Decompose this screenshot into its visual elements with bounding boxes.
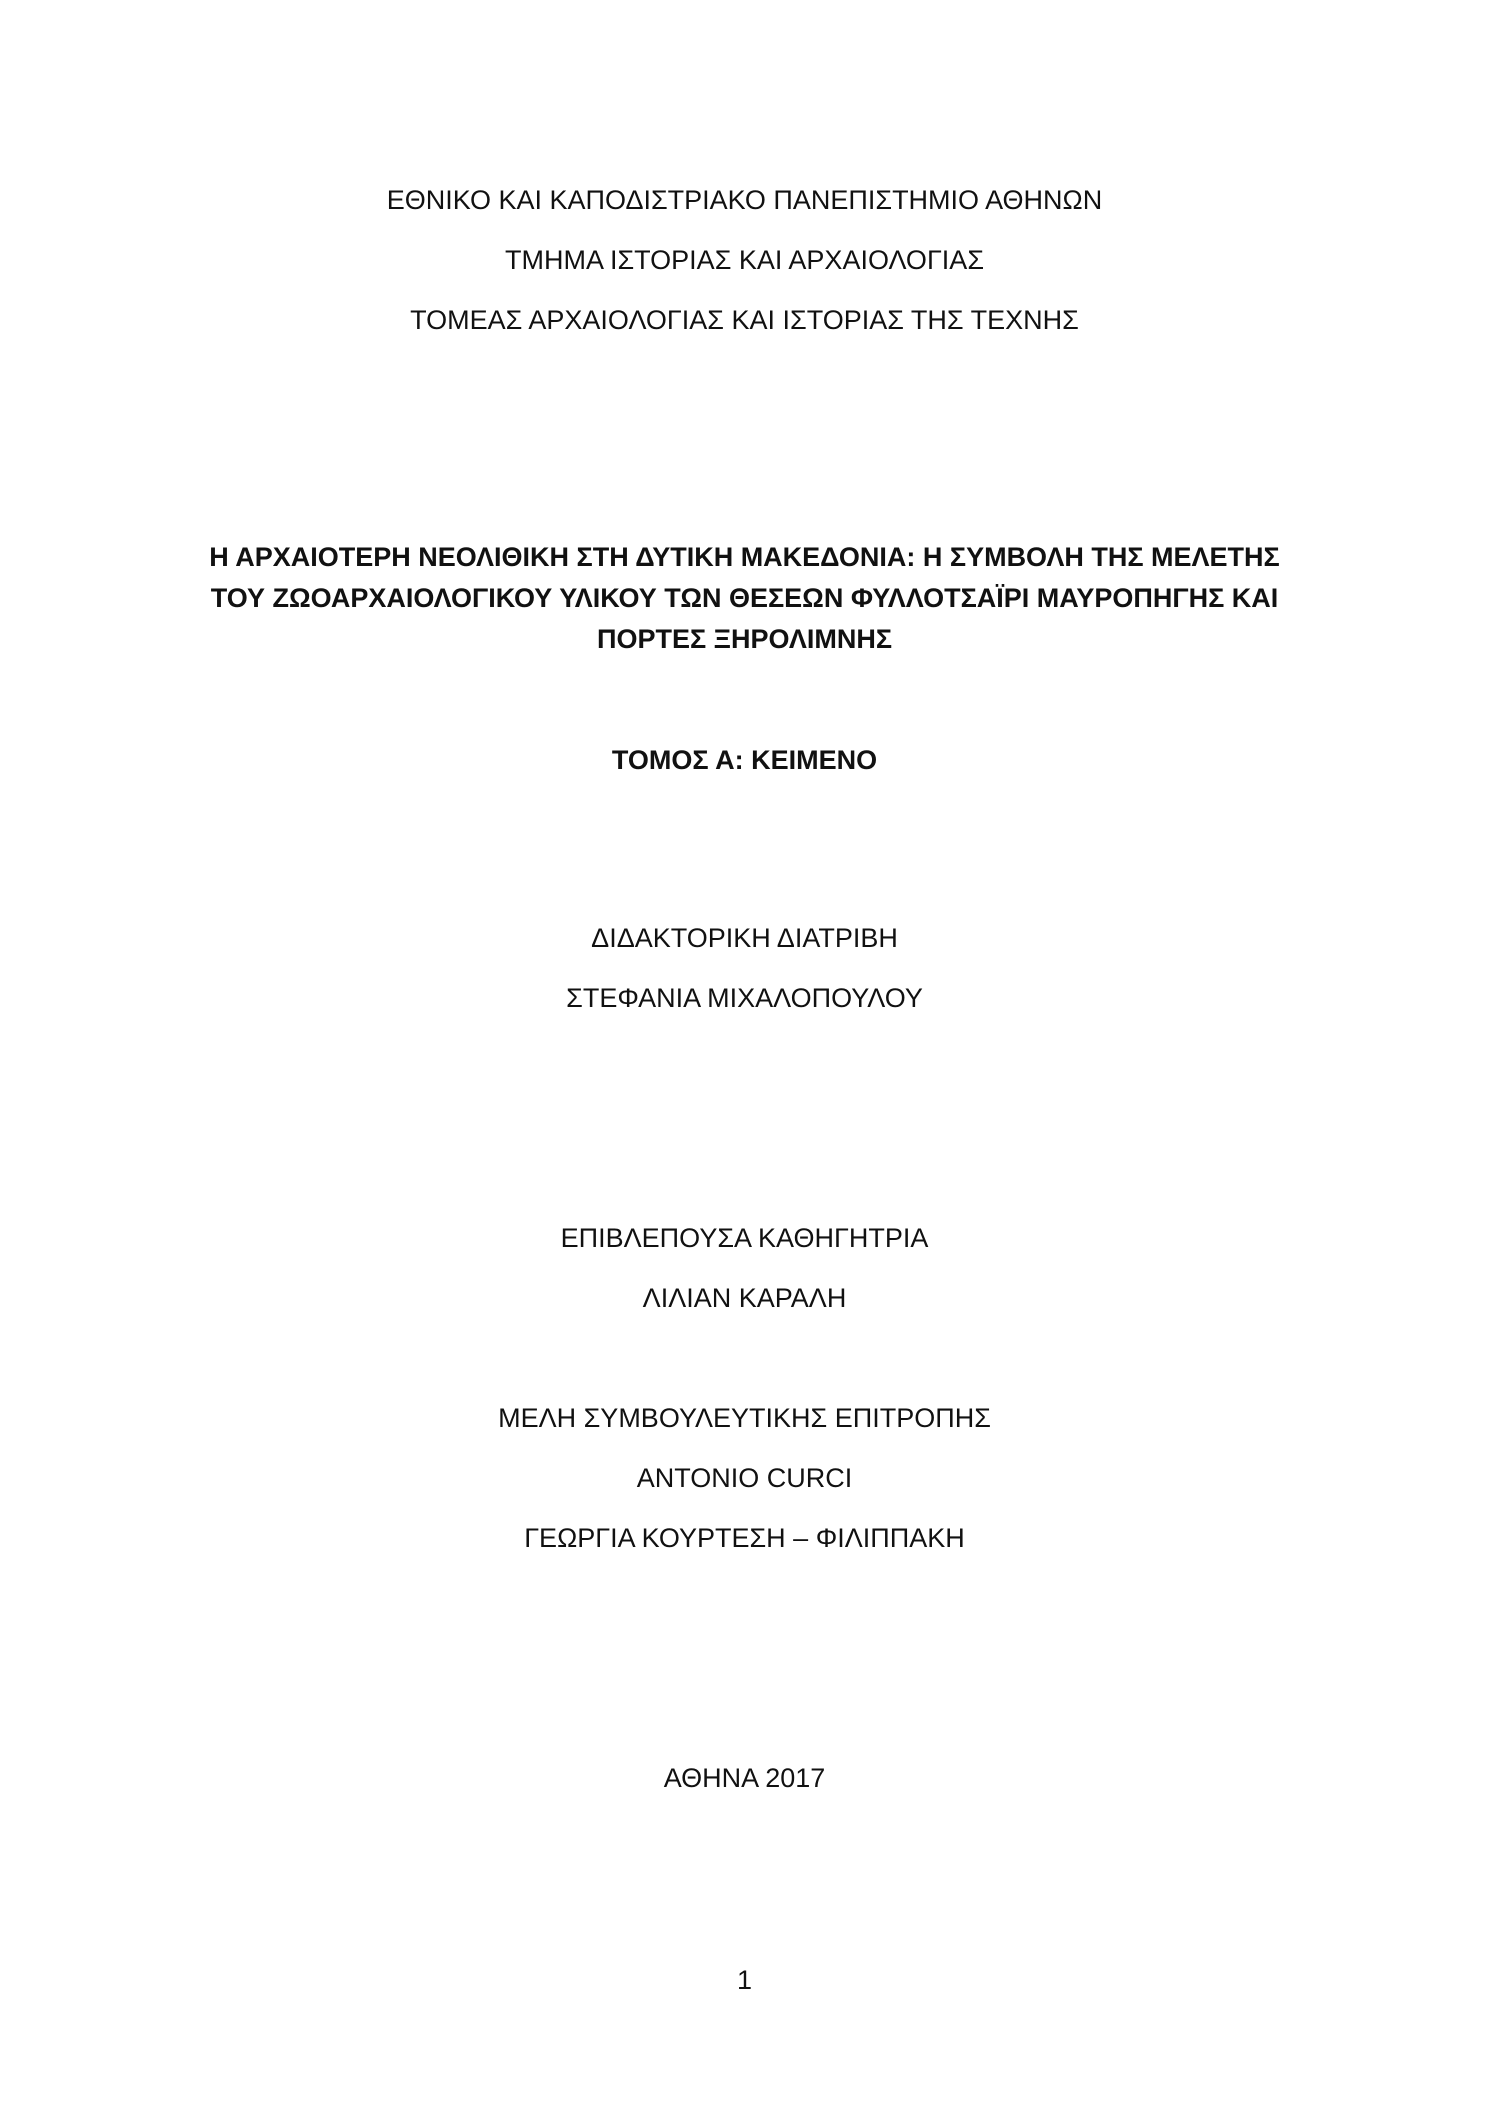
- volume-label: ΤΟΜΟΣ Α: ΚΕΙΜΕΝΟ: [611, 745, 878, 775]
- author-name: ΣΤΕΦΑΝΙΑ ΜΙΧΑΛΟΠΟΥΛΟΥ: [566, 983, 923, 1013]
- supervisor-label: ΕΠΙΒΛΕΠΟΥΣΑ ΚΑΘΗΓΗΤΡΙΑ: [560, 1223, 929, 1253]
- thesis-title-line: ΠΟΡΤΕΣ ΞΗΡΟΛΙΜΝΗΣ: [596, 624, 893, 654]
- thesis-type: ΔΙΔΑΚΤΟΡΙΚΗ ΔΙΑΤΡΙΒΗ: [591, 923, 898, 953]
- supervisor-name: ΛΙΛΙΑΝ ΚΑΡΑΛΗ: [642, 1283, 847, 1313]
- sector-name: ΤΟΜΕΑΣ ΑΡΧΑΙΟΛΟΓΙΑΣ ΚΑΙ ΙΣΤΟΡΙΑΣ ΤΗΣ ΤΕΧΝΗΣ: [410, 305, 1079, 335]
- university-name: ΕΘΝΙΚΟ ΚΑΙ ΚΑΠΟΔΙΣΤΡΙΑΚΟ ΠΑΝΕΠΙΣΤΗΜΙΟ ΑΘΗΝΩΝ: [386, 185, 1103, 215]
- committee-member: ΓΕΩΡΓΙΑ ΚΟΥΡΤΕΣΗ – ΦΙΛΙΠΠΑΚΗ: [524, 1523, 965, 1553]
- page-number: 1: [736, 1965, 753, 1995]
- department-name: ΤΜΗΜΑ ΙΣΤΟΡΙΑΣ ΚΑΙ ΑΡΧΑΙΟΛΟΓΙΑΣ: [504, 245, 985, 275]
- place-year: ΑΘΗΝΑ 2017: [663, 1763, 826, 1793]
- thesis-title-line: ΤΟΥ ΖΩΟΑΡΧΑΙΟΛΟΓΙΚΟΥ ΥΛΙΚΟΥ ΤΩΝ ΘΕΣΕΩΝ ΦΥΛΛΟΤΣΑΪΡΙ ΜΑΥΡΟΠΗΓΗΣ ΚΑΙ: [210, 583, 1279, 613]
- thesis-title: [180, 537, 1309, 660]
- committee-member: ANTONIO CURCI: [636, 1463, 853, 1493]
- thesis-title-line: Η ΑΡΧΑΙΟΤΕΡΗ ΝΕΟΛΙΘΙΚΗ ΣΤΗ ΔΥΤΙΚΗ ΜΑΚΕΔΟΝΙΑ: Η ΣΥΜΒΟΛΗ ΤΗΣ ΜΕΛΕΤΗΣ: [209, 542, 1280, 572]
- committee-label: ΜΕΛΗ ΣΥΜΒΟΥΛΕΥΤΙΚΗΣ ΕΠΙΤΡΟΠΗΣ: [498, 1403, 991, 1433]
